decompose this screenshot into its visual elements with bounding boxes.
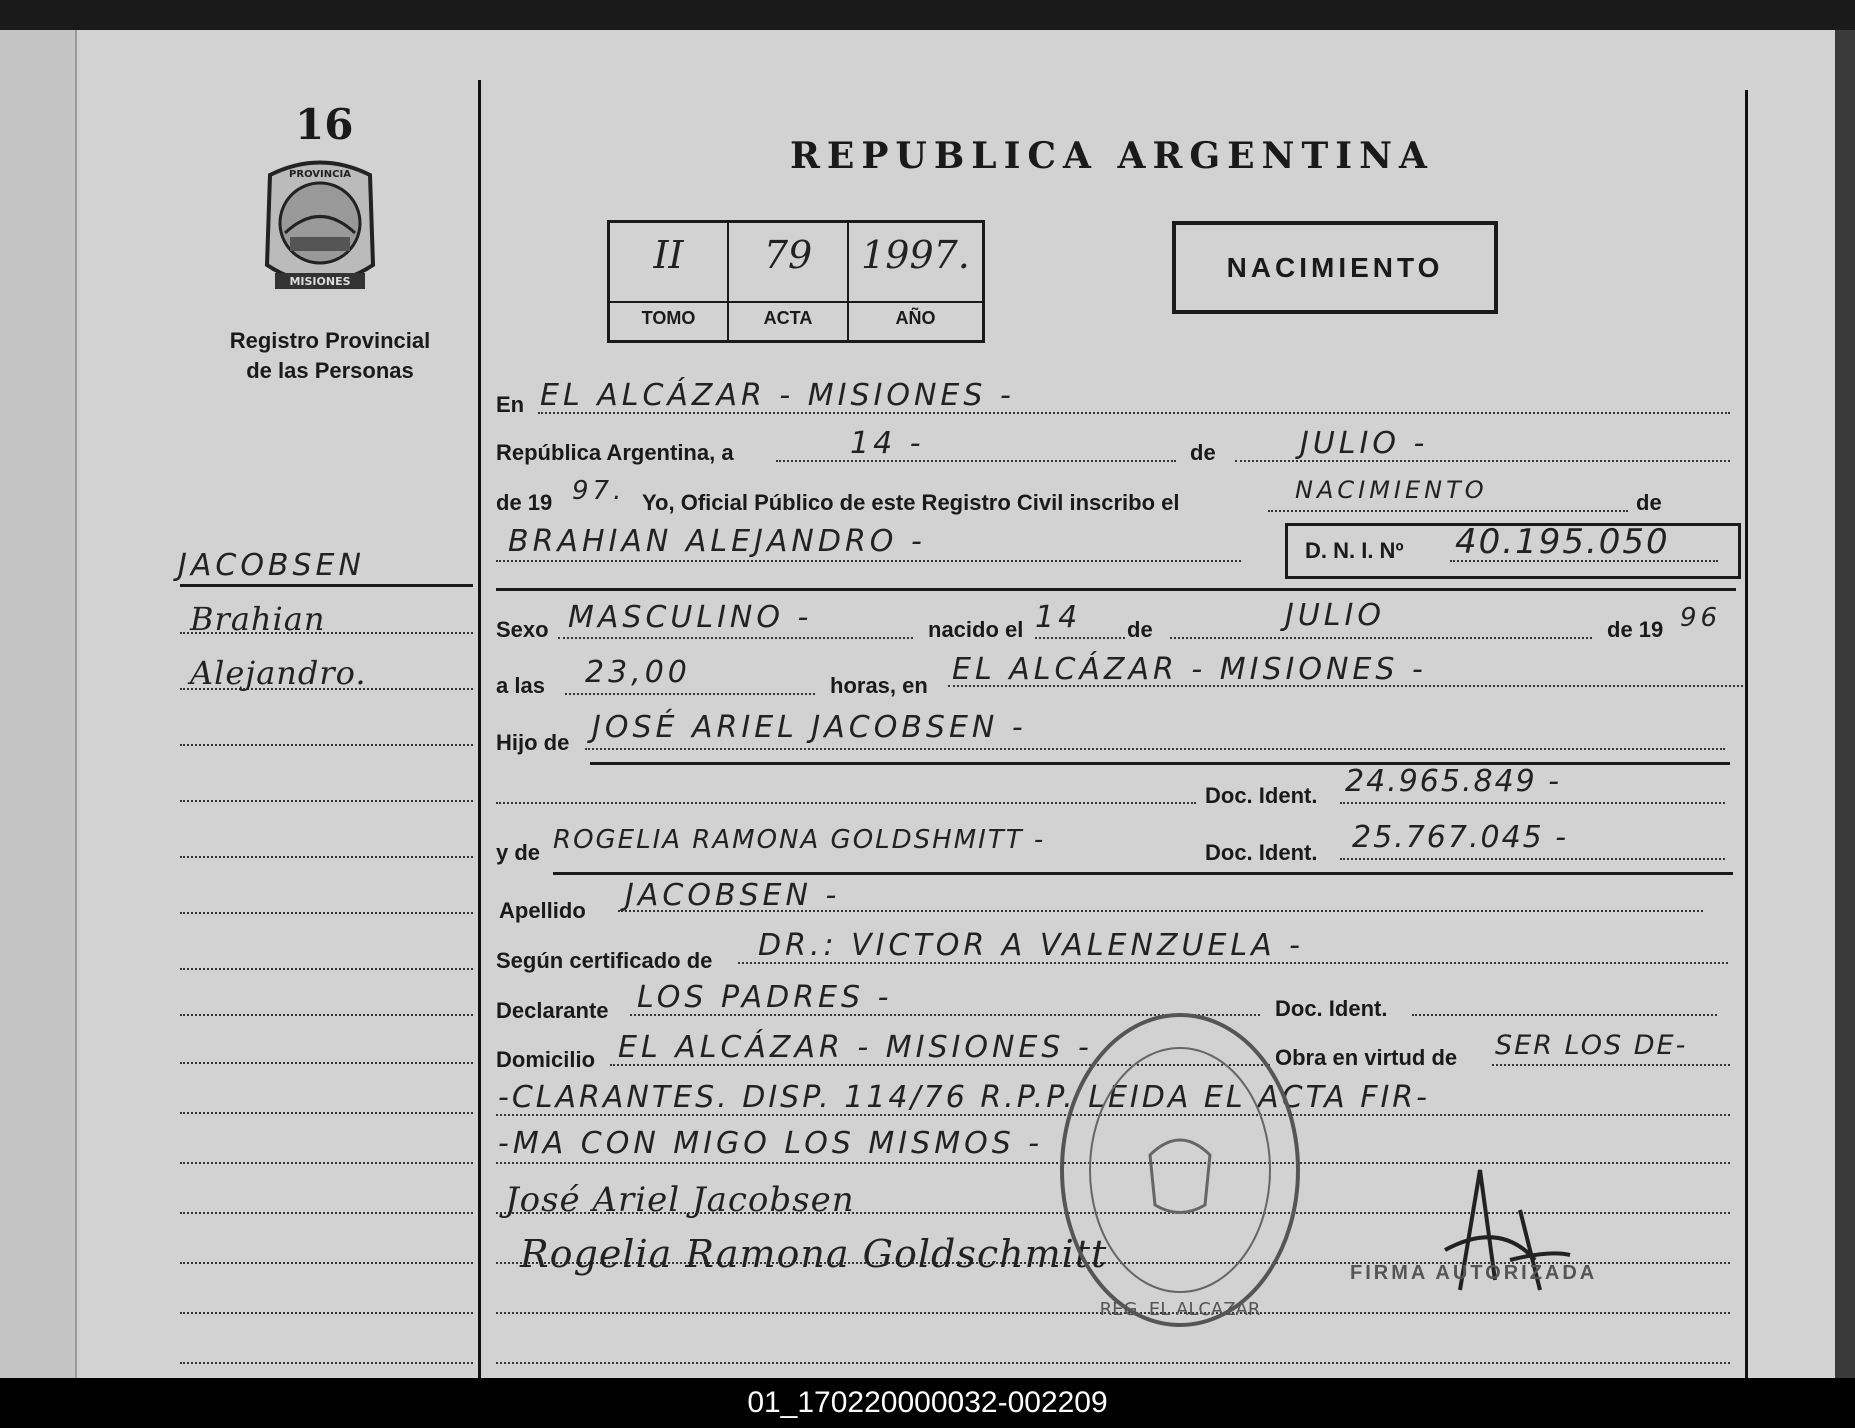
fill-line [776,460,1176,462]
nacido-label: nacido el [928,617,1024,642]
margin-rule [180,856,473,858]
fill-line [1035,637,1125,639]
sexo-label: Sexo [496,617,549,642]
horas-label: horas, en [830,673,928,698]
birth-day-value: 14 [1035,600,1082,635]
fill-line [1170,637,1592,639]
anio-label: AÑO [895,308,936,328]
margin-rule [180,1212,473,1214]
de19-label-2: de 19 [1607,617,1664,642]
y-de-label: y de [496,840,541,865]
margin-rule [180,1362,473,1364]
act-type-box: NACIMIENTO [1172,221,1498,314]
declarante-value: LOS PADRES - [637,980,893,1015]
seal-bottom-text: MISIONES [289,275,351,288]
alas-label: a las [496,673,545,698]
declarante-label: Declarante [496,998,609,1023]
seal-text: REG. EL ALCAZAR [1099,1299,1261,1320]
act-type-value: NACIMIENTO [1295,476,1488,504]
place-value: EL ALCÁZAR - MISIONES - [540,378,1015,413]
book-binding-edge [0,30,77,1378]
segun-label: Según certificado de [496,948,713,973]
scan-right-border [1835,30,1855,1378]
scan-top-border [0,0,1855,30]
mother-value: ROGELIA RAMONA GOLDSHMITT - [553,825,1046,855]
acta-cell [729,223,849,340]
fill-line [585,748,1725,750]
year-suffix-value: 97. [572,476,626,506]
obra-value-3: -MA CON MIGO LOS MISMOS - [498,1126,1044,1161]
birth-time-value: 23,00 [585,655,691,690]
month-value: JULIO - [1300,426,1429,461]
obra-label: Obra en virtud de [1275,1045,1458,1070]
de19-label: de 19 [496,490,553,515]
anio-cell [849,223,982,340]
republica-label: República Argentina, a [496,440,734,465]
margin-rule [180,968,473,970]
fill-line [1340,802,1725,804]
page-number: 16 [295,100,354,149]
margin-rule [180,1262,473,1264]
authorized-signature-stamp: FIRMA AUTORIZADA [1350,1262,1598,1284]
official-seal-stamp [1055,1005,1305,1335]
fill-line [1340,858,1725,860]
de-label-2: de [1636,490,1662,515]
seal-top-text: PROVINCIA [289,169,351,180]
apellido-label: Apellido [499,898,586,923]
certificado-value: DR.: VICTOR A VALENZUELA - [758,928,1305,963]
anio-value: 1997. [861,233,970,277]
margin-rule [180,1112,473,1114]
birth-place-value: EL ALCÁZAR - MISIONES - [952,652,1427,687]
doc-ident-label-3: Doc. Ident. [1275,996,1388,1021]
registry-line-1: Registro Provincial [229,328,431,353]
apellido-value: JACOBSEN - [625,878,841,913]
margin-divider [478,80,481,1378]
margin-rule [180,1062,473,1064]
margin-name-2: Alejandro. [190,654,367,692]
officer-signature-icon [1440,1150,1580,1310]
sexo-value: MASCULINO - [568,600,813,635]
father-signature: José Ariel Jacobsen [505,1180,855,1220]
image-id-caption: 01_170220000032-002209 [0,1378,1855,1428]
tomo-cell [610,223,729,340]
margin-rule [180,744,473,746]
fill-line [496,802,1196,804]
doc-ident-label: Doc. Ident. [1205,783,1318,808]
provincial-seal-icon [255,155,385,300]
document-title: REPUBLICA ARGENTINA [790,135,1434,177]
father-value: JOSÉ ARIEL JACOBSEN - [592,710,1027,745]
en-label: En [496,392,525,417]
margin-rule [180,1014,473,1016]
acta-label: ACTA [763,308,813,328]
fill-line [1268,510,1628,512]
margin-rule [180,1162,473,1164]
officer-text: Yo, Oficial Público de este Registro Civil inscribo el [642,490,1180,515]
obra-value-2: -CLARANTES. DISP. 114/76 R.P.P. LEIDA EL ACTA FIR- [498,1080,1430,1115]
de-label-3: de [1127,617,1153,642]
child-name-value: BRAHIAN ALEJANDRO - [508,524,926,559]
margin-rule [180,800,473,802]
de-label: de [1190,440,1216,465]
doc-ident-label-2: Doc. Ident. [1205,840,1318,865]
mother-doc-value: 25.767.045 - [1352,820,1569,855]
obra-value-1: SER LOS DE- [1495,1030,1688,1061]
registry-name [200,326,460,386]
registration-box [607,220,985,343]
tomo-label: TOMO [641,308,696,328]
fill-line [565,693,815,695]
margin-rule [180,912,473,914]
fill-line [1412,1014,1717,1016]
fill-line [496,560,1241,562]
margin-rule [180,584,473,587]
right-border-line [1745,90,1748,1378]
section-rule [496,588,1736,591]
acta-value: 79 [763,233,813,277]
margin-name-1: Brahian [190,600,326,638]
section-rule [553,872,1733,875]
domicilio-value: EL ALCÁZAR - MISIONES - [618,1030,1093,1065]
fill-line [1492,1064,1730,1066]
registry-line-2: de las Personas [246,358,414,383]
margin-rule [180,1312,473,1314]
day-value: 14 - [850,426,925,461]
birth-year-value: 96 [1680,603,1722,633]
birth-month-value: JULIO [1285,598,1385,633]
fill-line [558,637,913,639]
father-doc-value: 24.965.849 - [1345,764,1562,799]
hijo-label: Hijo de [496,730,570,755]
tomo-value: II [653,233,684,277]
dni-value: 40.195.050 [1455,522,1670,562]
dni-label: D. N. I. Nº [1305,538,1404,563]
fill-line [496,1362,1730,1364]
margin-surname: JACOBSEN [178,548,365,583]
domicilio-label: Domicilio [496,1047,596,1072]
mother-signature: Rogelia Ramona Goldschmitt [520,1232,1108,1276]
